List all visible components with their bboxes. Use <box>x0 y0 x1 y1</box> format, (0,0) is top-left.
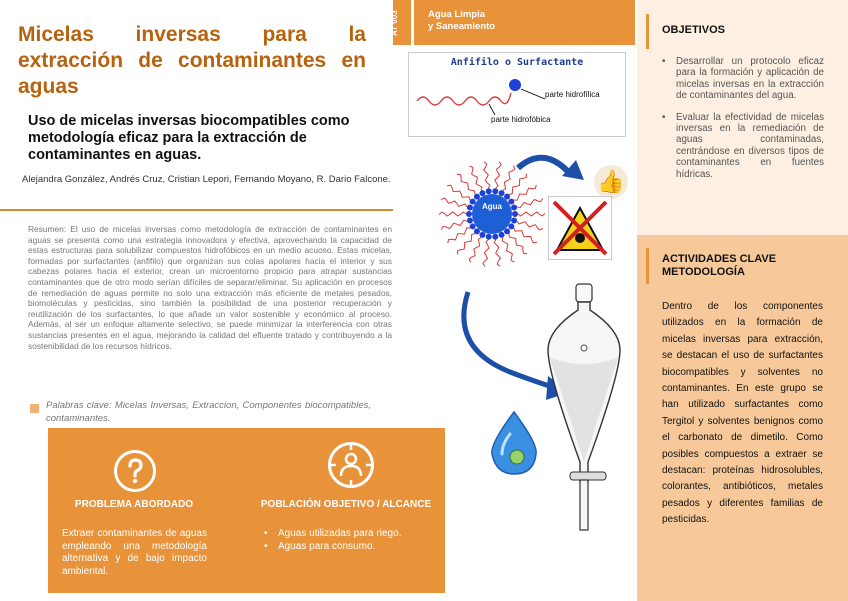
micelle-head <box>486 234 492 240</box>
thumbs-up-icon: 👍 <box>594 165 628 199</box>
activities-heading: ACTIVIDADES CLAVE METODOLOGÍA <box>662 253 777 278</box>
prohibited-hazard-icon <box>548 196 612 260</box>
micelle-tail <box>484 162 490 189</box>
micelle-head <box>492 234 498 240</box>
problem-text: Extraer contaminantes de aguas empleando una metodología alternativa y de bajo impacto ambiental. <box>62 528 207 577</box>
micelle-tail <box>514 228 537 243</box>
tag-area-line1: Agua Limpia <box>428 9 486 20</box>
micelle-tail <box>447 185 470 200</box>
population-item: • Aguas para consumo. <box>264 540 376 552</box>
micelle-head <box>511 217 517 223</box>
micelle-tail <box>458 234 475 255</box>
micelle-head <box>492 188 498 194</box>
question-icon <box>114 450 156 492</box>
tag-area <box>428 9 628 33</box>
authors: Alejandra González, Andrés Cruz, Cristian Lepori, Fernando Moyano, R. Dario Falcone. <box>22 174 391 185</box>
population-item: • Aguas utilizadas para riego. <box>264 528 402 539</box>
hydrophilic-head <box>509 79 521 91</box>
micelle-head <box>508 223 514 229</box>
micelle-tail <box>448 228 470 243</box>
micelle-tail <box>518 212 545 216</box>
micelle-tail <box>439 212 466 216</box>
separatory-funnel <box>540 282 630 542</box>
summary-box <box>48 428 445 593</box>
micelle-head <box>474 194 480 200</box>
objective-item: • Evaluar la efectividad de micelas inversas en la remediación de aguas contaminadas, centrándose en diversos tipos de contaminantes en fuentes hídricas. <box>662 112 824 180</box>
hydrophobic-tail <box>417 93 511 105</box>
page-title: Micelas inversas para la extracción de contaminantes en aguas <box>18 23 366 98</box>
micelle-head <box>504 228 510 234</box>
micelle-head <box>486 188 492 194</box>
tag-area-line2: y Saneamiento <box>428 21 496 32</box>
micelle-tail <box>517 221 543 230</box>
micelle-head <box>470 223 476 229</box>
micelle-tail <box>494 240 500 267</box>
divider <box>0 209 393 211</box>
objective-item: • Desarrollar un protocolo eficaz para la formación y aplicación de micelas inversas en la extracción de contaminantes del agua. <box>662 56 824 102</box>
micelle-head <box>479 190 485 196</box>
population-heading: POBLACIÓN OBJETIVO / ALCANCE <box>260 499 432 510</box>
hydrophobic-label: parte hidrofóbica <box>491 115 551 124</box>
micelle-tail <box>483 240 489 267</box>
micelle-core <box>472 194 512 234</box>
amphiphile-drawing <box>409 71 625 135</box>
problem-heading: PROBLEMA ABORDADO <box>74 499 194 510</box>
population-list <box>264 528 434 553</box>
micelle-head <box>499 232 505 238</box>
micelle-tail <box>441 198 467 207</box>
micelle-tail <box>502 238 514 262</box>
micelle-head <box>466 211 472 217</box>
water-label: Agua <box>482 202 502 211</box>
keywords: Palabras clave: Micelas Inversas, Extraccion, Componentes biocompatibles, contaminantes. <box>46 400 371 424</box>
abstract: Resumen: El uso de micelas inversas como metodología de extracción de contaminantes en aguas se presenta como una estrategia innovadora y efectiva, aprovechando la capacidad de estas estructuras para solubilizar compuestos hidrofóbicos en un medio acuoso. Estas micelas, formadas por surfactantes (anfifilo) que organizan sus colas apolares hacia el interior y sus cabezas polares hacia el exterior, crean un microentorno propicio para atrapar sustancias contaminantes que de otro modo serían difíciles de separar/eliminar. Su aplicación en procesos de remediación de aguas permite no solo una extracción más eficiente de metales pesados, biomoléculas y pesticidas, sino también la posibilidad de una posterior recuperación y reutilización de los surfactantes, lo que añade un valor sostenible y económico al proceso. Además, al ser un enfoque altamente selectivo, se puede minimizar la interferencia con otras sustancias presentes en el agua, mejorando la calidad del efluente tratado y contribuyendo a la sostenibilidad de los recursos hídricos. <box>28 224 392 351</box>
keywords-marker <box>30 404 39 413</box>
amphiphile-title: Anfifilo o Surfactante <box>450 57 584 68</box>
micelle-tail <box>495 162 501 189</box>
water-drop-icon <box>484 410 544 476</box>
page-subtitle: Uso de micelas inversas biocompatibles como metodología eficaz para la extracción de contaminantes en aguas. <box>28 113 350 163</box>
target-person-icon <box>328 442 374 488</box>
micelle-head <box>499 190 505 196</box>
activities-text: Dentro de los componentes utilizados en la formación de micelas inversas para extracción, se destacan el uso de surfactantes biocompatibles y solventes no contaminantes. En este grupo se han utilizado surfactantes como Tergitol y solventes benignos como el carbonato de dimetilo. Como posibles compuestos a extraer se destacan: proteínas hidrosolubles, colorantes, antibióticos, metales pesados y diferentes familias de pesticidas. <box>662 301 823 526</box>
micelle-tail <box>441 220 467 229</box>
hydrophilic-label: parte hidrofílica <box>545 90 600 99</box>
micelle-head <box>479 232 485 238</box>
activities-heading-bar <box>646 248 649 284</box>
objectives-list <box>662 56 824 190</box>
tag-code: AT 003 <box>390 10 399 36</box>
amphiphile-diagram <box>408 52 626 137</box>
micelle-head <box>512 211 518 217</box>
objectives-heading: OBJETIVOS <box>662 24 725 36</box>
micelle-tail <box>470 166 482 190</box>
micelle-head <box>467 217 473 223</box>
